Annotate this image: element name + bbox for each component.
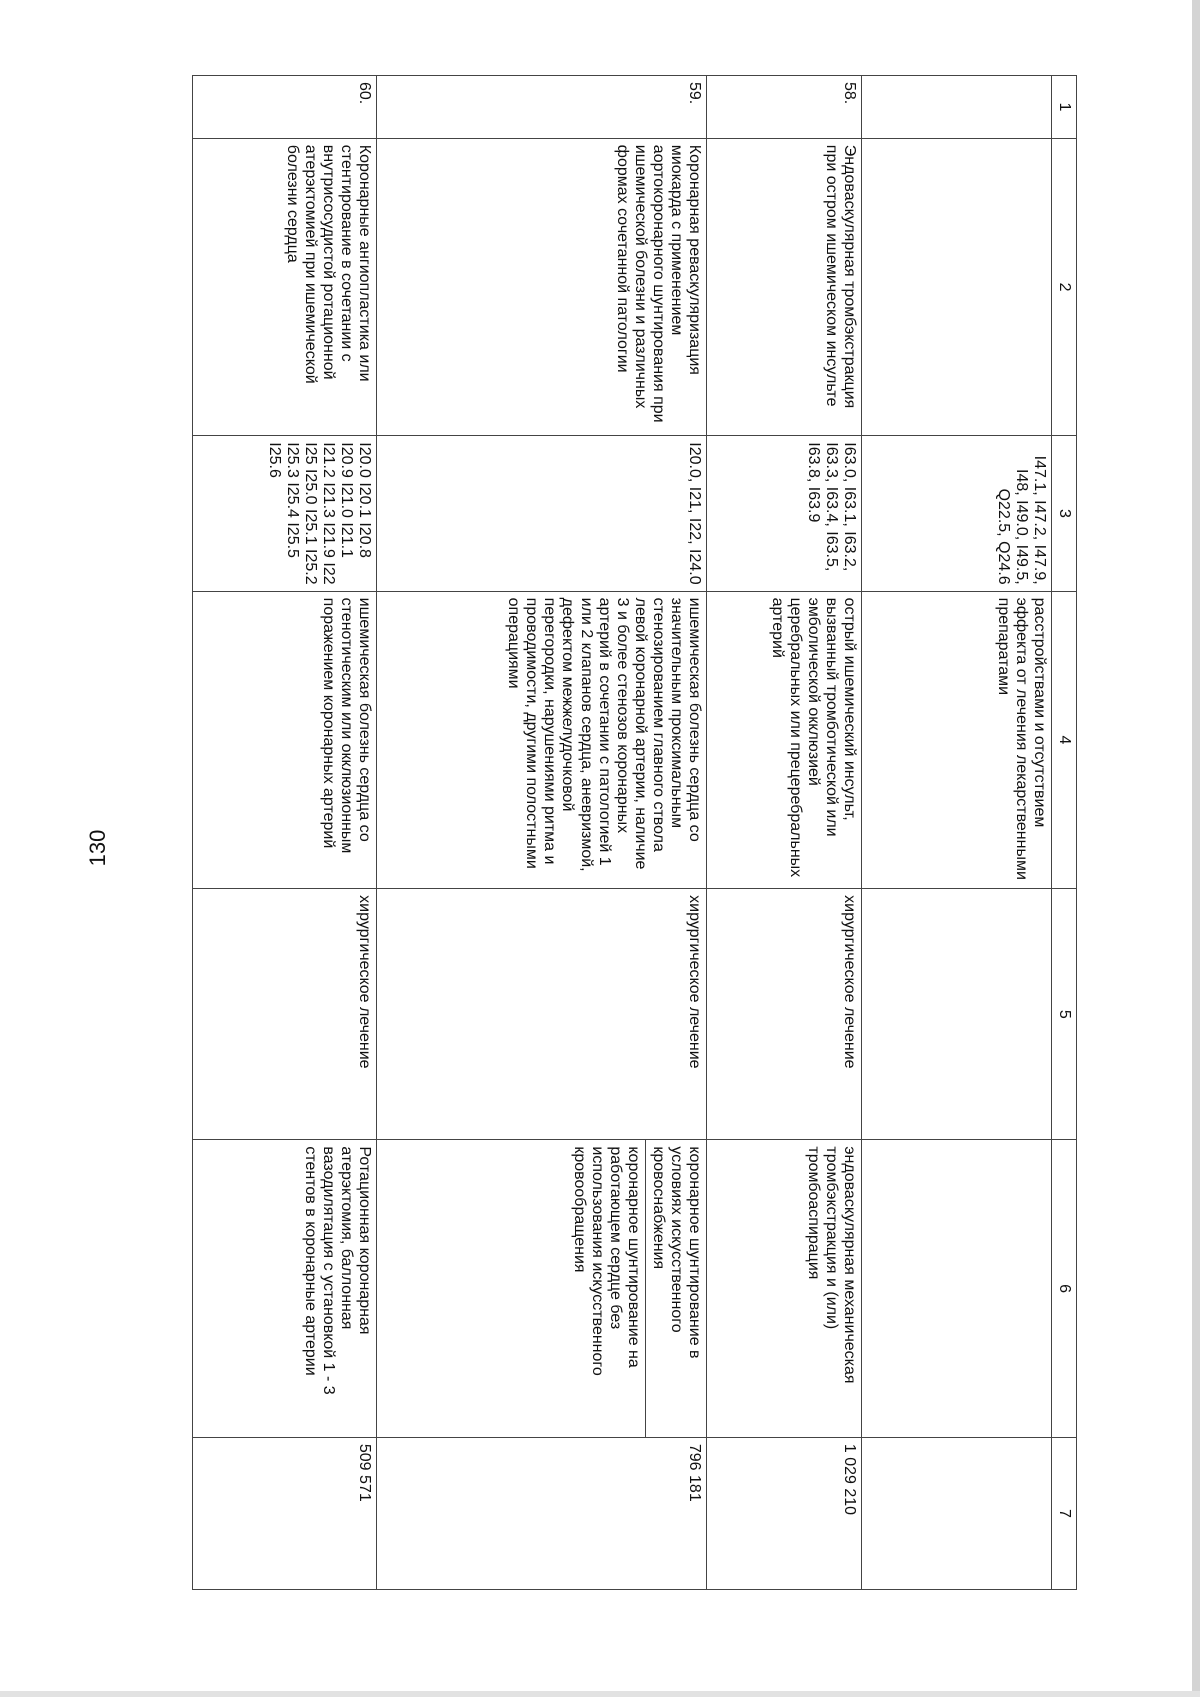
header-row: [1052, 76, 1077, 1590]
cell-num: [862, 76, 1052, 139]
cell-cost: 796 181: [377, 1437, 707, 1589]
cell-treatment: хирургическое лечение: [193, 889, 377, 1140]
col-header-3: 3: [1052, 436, 1077, 591]
cell-codes: I20.0, I21, I22, I24.0: [377, 436, 707, 591]
cell-method: Ротационная коронарная атерэктомия, баллонная вазодилятация с установкой 1 - 3 стентов в коронарные артерии: [193, 1140, 377, 1438]
cell-codes: I20.0 I20.1 I20.8 I20.9 I21.0 I21.1 I21.2 I21.3 I21.9 I22 I25 I25.0 I25.1 I25.2 I25.3 I25.4 I25.5 I25.6: [193, 436, 377, 591]
cell-name: Эндоваскулярная тромбэкстракция при остром ишемическом инсульте: [707, 138, 862, 436]
col-header-6: 6: [1052, 1140, 1077, 1438]
table-row-58: [707, 76, 862, 1590]
cell-num: 60.: [193, 76, 377, 139]
cell-treatment: хирургическое лечение: [707, 889, 862, 1140]
col-header-7: 7: [1052, 1437, 1077, 1589]
cell-name: Коронарные ангиопластика или стентирование в сочетании с внутрисосудистой ротационной атерэктомией при ишемической болезни сердца: [193, 138, 377, 436]
col-header-5: 5: [1052, 889, 1077, 1140]
cell-codes: I47.1, I47.2, I47.9, I48, I49.0, I49.5, Q22.5, Q24.6: [862, 436, 1052, 591]
cell-cost: [862, 1437, 1052, 1589]
table-row-60: [193, 76, 377, 1590]
cell-method: [862, 1140, 1052, 1438]
cell-model: острый ишемический инсульт, вызванный тромботической или эмболической окклюзией церебральных или прецеребральных артерий: [707, 591, 862, 889]
table-rotated-container: [192, 75, 1077, 1590]
cell-model: ишемическая болезнь сердца со значительным проксимальным стенозированием главного ствола левой коронарной артерии, наличие 3 и более стенозов коронарных артерий в сочетании с патологией 1 или 2 клапанов сердца, аневризмой, дефектом межжелудочковой перегородки, нарушениями ритма и проводимости, другими полостными операциями: [377, 591, 707, 889]
cell-cost: 509 571: [193, 1437, 377, 1589]
method-option-1: коронарное шунтирование в условиях искусственного кровоснабжения: [649, 1146, 703, 1359]
cell-method: эндоваскулярная механическая тромбэкстракция и (или) тромбоаспирация: [707, 1140, 862, 1438]
col-header-1: 1: [1052, 76, 1077, 139]
method-subcells: [566, 1140, 706, 1437]
procedures-table: [192, 75, 1077, 1590]
cell-name: [862, 138, 1052, 436]
scan-edge: [1192, 0, 1200, 1697]
cell-codes: I63.0, I63.1, I63.2, I63.3, I63.4, I63.5, I63.8, I63.9: [707, 436, 862, 591]
cell-model: ишемическая болезнь сердца со стенотическим или окклюзионным поражением коронарных артерий: [193, 591, 377, 889]
cell-num: 58.: [707, 76, 862, 139]
table-row-59: [377, 76, 707, 1590]
cell-name: Коронарная реваскуляризация миокарда с применением аортокоронарного шунтирования при ишемической болезни и различных формах сочетанной патологии: [377, 138, 707, 436]
cell-method: [377, 1140, 707, 1438]
scan-edge-bottom: [0, 1691, 1200, 1697]
col-header-2: 2: [1052, 138, 1077, 436]
cell-model: расстройствами и отсутствием эффекта от лечения лекарственными препаратами: [862, 591, 1052, 889]
cell-treatment: хирургическое лечение: [377, 889, 707, 1140]
cell-num: 59.: [377, 76, 707, 139]
col-header-4: 4: [1052, 591, 1077, 889]
cell-cost: 1 029 210: [707, 1437, 862, 1589]
page-number: 130: [85, 829, 110, 867]
method-option-2: коронарное шунтирование на работающем сердце без использования искусственного кровообращения: [566, 1140, 645, 1437]
table-row-continuation: [862, 76, 1052, 1590]
cell-treatment: [862, 889, 1052, 1140]
